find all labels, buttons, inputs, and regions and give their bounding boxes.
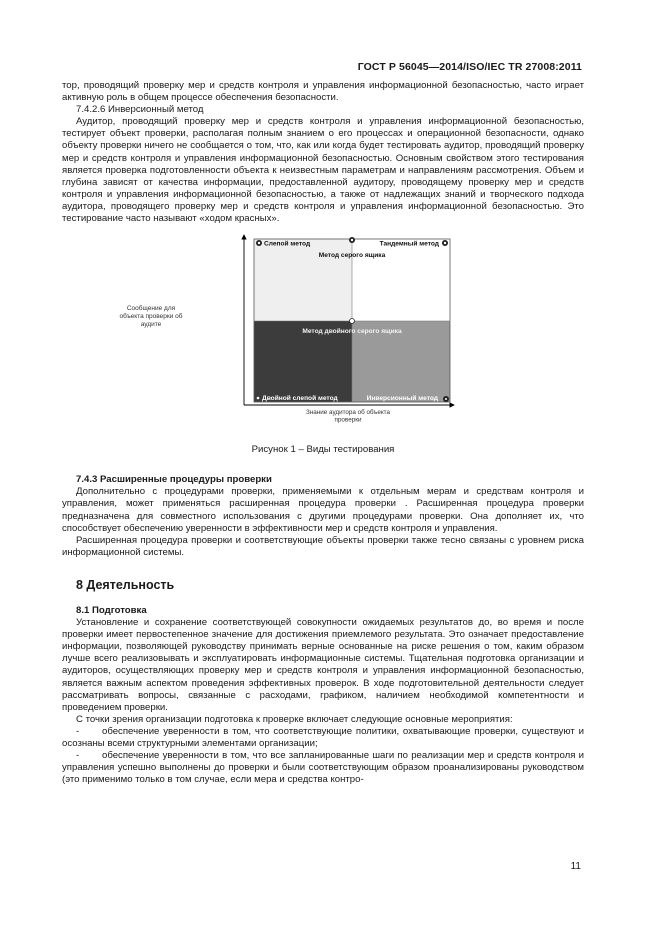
- document-header: ГОСТ Р 56045—2014/ISO/IEC TR 27008:2011: [357, 61, 582, 73]
- page-content: [62, 80, 584, 786]
- section-heading-81: 8.1 Подготовка: [76, 604, 147, 616]
- testing-types-figure: [62, 233, 584, 438]
- label-double-grey-box-method: Метод двойного серого ящика: [302, 328, 402, 336]
- gear-icon: [256, 240, 262, 246]
- list-bullet: -: [76, 750, 80, 762]
- list-bullet: -: [76, 725, 80, 737]
- section-heading-8: 8 Деятельность: [76, 577, 175, 592]
- paragraph: Установление и сохранение соответствующей совокупности ожидаемых результатов до, во время и после проверки имеет первостепенное значение для достижения приемлемого результата. Это означает предоставление информации, позволяющей руководству принимать верные основанные на риске решения о том, каким образом лучше всего реализовывать и эксплуатировать информационные системы. Тщательная подготовка организации и аудиторов, осуществляющих проверку мер и средств контроля и управления информационной безопасностью, является важным аспектом проведения эффективных проверок. В ходе подготовительной деятельности следует рассматривать вопросы, связанные с расходами, графиком, наличием необходимой компетентности и проведением проверки.: [62, 617, 584, 713]
- x-axis-label: Знание аудитора об объекта проверки: [306, 409, 390, 424]
- section-heading-743: 7.4.3 Расширенные процедуры проверки: [76, 474, 272, 486]
- paragraph: тор, проводящий проверку мер и средств контроля и управления информационной безопасностью, часто играет активную роль в общем процессе обеспечения безопасности.: [62, 80, 584, 104]
- list-item-text: обеспечение уверенности в том, что соответствующие политики, охватывающие проверки, существуют и осознаны всеми структурными элементами организации;: [62, 725, 584, 749]
- paragraph: Аудитор, проводящий проверку мер и средств контроля и управления информационной безопасностью, тестирует объект проверки, располагая полным знанием о его процессах и операционной безопасности, однако объекту проверки ничего не сообщается о том, что, как или когда будет тестировать аудитор, проводящий проверку мер и средств контроля и управления информационной безопасностью. Основным свойством этого тестирования является проверка подготовленности объекта к неизвестным параметрам и направлениям рассмотрения. Объем и глубина зависят от качества информации, предоставленной аудитору, проводящему проверку мер и средств контроля и управления информационной безопасностью, а также от надлежащих знаний и творческого подхода аудитора, проводящего проверку мер и средств контроля и управления информационной безопасностью. Это тестирование часто называют «ходом красных».: [62, 116, 584, 225]
- paragraph: С точки зрения организации подготовка к проверке включает следующие основные мероприятия:: [76, 713, 513, 725]
- paragraph: Дополнительно с процедурами проверки, применяемыми к отдельным мерам и средствам контроля и управления, может применяться расширенная процедура проверки . Расширенная процедура проверки предназначена для совместного использования с другими процедурами проверки. Она дополняет их, что способствует обеспечению уверенности в эффективности мер и средств контроля и управления.: [62, 486, 584, 534]
- label-inversion-method: Инверсионный метод: [366, 395, 438, 403]
- section-heading-7426: 7.4.2.6 Инверсионный метод: [76, 104, 204, 116]
- list-item: [62, 726, 584, 750]
- label-blind-method: Слепой метод: [264, 240, 311, 248]
- page-number: 11: [570, 861, 581, 872]
- list-item: [62, 750, 584, 786]
- figure-caption: Рисунок 1 – Виды тестирования: [251, 444, 395, 456]
- label-double-blind-method: Двойной слепой метод: [262, 395, 338, 403]
- label-tandem-method: Тандемный метод: [379, 240, 439, 248]
- label-grey-box-method: Метод серого ящика: [318, 252, 386, 260]
- dot-icon: [257, 397, 260, 400]
- list-item-text: обеспечение уверенности в том, что все запланированные шаги по реализации мер и средств контроля и управления успешно выполнены до проверки и были соответствующим образом проанализированы руководством (это применимо только в том случае, если мера и средства контро-: [62, 750, 584, 786]
- paragraph: Расширенная процедура проверки и соответствующие объекты проверки также тесно связаны с уровнем риска информационной системы.: [62, 534, 584, 558]
- corner-marker-icon: [443, 396, 449, 402]
- gear-icon: [349, 237, 355, 243]
- y-axis-label: Сообщение для объекта проверки об аудите: [119, 305, 183, 329]
- center-marker-icon: [350, 319, 355, 324]
- testing-types-diagram: [62, 233, 584, 438]
- gear-icon: [442, 240, 448, 246]
